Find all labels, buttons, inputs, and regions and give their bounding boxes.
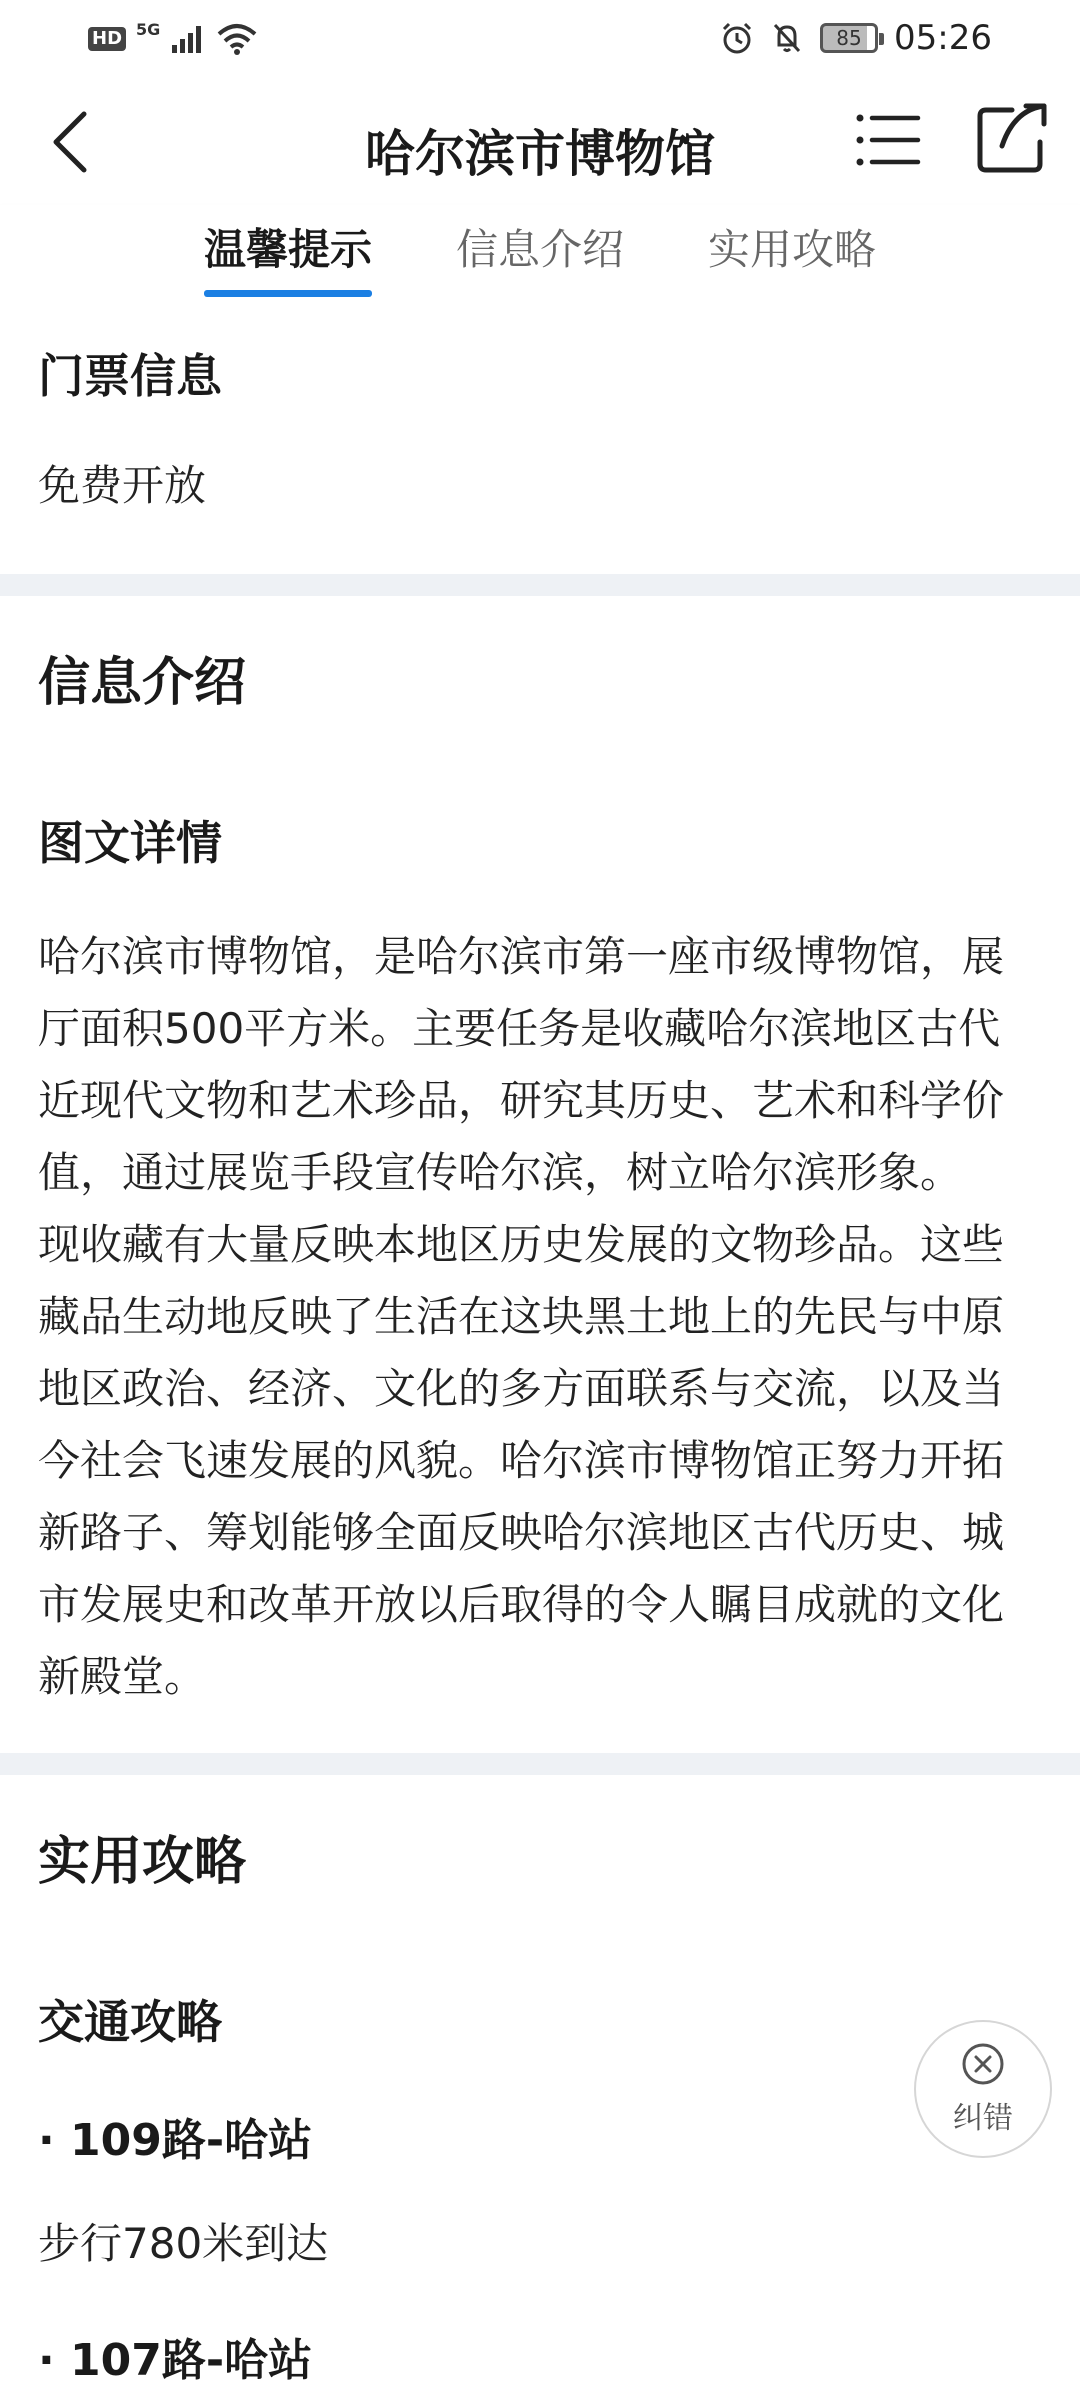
page-title: 哈尔滨市博物馆 xyxy=(365,125,715,183)
tab-info[interactable] xyxy=(456,217,624,297)
correction-button[interactable] xyxy=(914,2020,1052,2158)
ticket-heading: 门票信息 xyxy=(38,349,222,403)
tab-tips[interactable] xyxy=(204,217,372,297)
route-title: · 109路-哈站 xyxy=(38,2115,313,2166)
transport-heading: 交通攻略 xyxy=(38,1995,222,2049)
share-button[interactable] xyxy=(972,98,1052,178)
close-circle-icon xyxy=(960,2041,1006,2087)
guide-heading: 实用攻略 xyxy=(38,1832,247,1892)
correction-label: 纠错 xyxy=(953,2101,1013,2136)
tab-info-label: 信息介绍 xyxy=(456,225,625,274)
network-label: 5G xyxy=(136,19,161,39)
intro-paragraph-2: 现收藏有大量反映本地区历史发展的文物珍品。这些藏品生动地反映了生活在这块黑土地上的先民与中原地区政治、经济、文化的多方面联系与交流，以及当今社会飞速发展的风貌。哈尔滨市博物馆正努力开拓新路子、筹划能够全面反映哈尔滨地区古代历史、城市发展史和改革开放以后取得的令人瞩目成就的文化新殿堂。 xyxy=(38,1220,1005,1701)
tab-guide[interactable] xyxy=(708,217,876,297)
wifi-icon xyxy=(216,22,258,56)
section-divider xyxy=(0,574,1080,596)
signal-icon xyxy=(170,23,206,55)
route-title: · 107路-哈站 xyxy=(38,2335,313,2386)
status-right xyxy=(720,18,992,58)
section-divider xyxy=(0,1753,1080,1775)
ticket-section xyxy=(0,310,1080,574)
share-icon xyxy=(972,98,1052,178)
intro-heading: 信息介绍 xyxy=(38,653,247,713)
tab-bar xyxy=(0,205,1080,310)
mute-icon xyxy=(770,21,804,55)
list-menu-icon xyxy=(852,104,924,176)
ticket-text: 免费开放 xyxy=(38,461,207,510)
status-left xyxy=(88,19,258,56)
tab-active-indicator xyxy=(204,290,372,297)
status-bar xyxy=(0,0,1080,80)
menu-button[interactable] xyxy=(852,104,924,176)
tab-guide-label: 实用攻略 xyxy=(708,225,877,274)
intro-paragraph-1: 哈尔滨市博物馆，是哈尔滨市第一座市级博物馆，展厅面积500平方米。主要任务是收藏哈尔滨地区古代近现代文物和艺术珍品，研究其历史、艺术和科学价值，通过展览手段宣传哈尔滨，树立哈尔滨形象。 xyxy=(38,932,1005,1197)
tab-tips-label: 温馨提示 xyxy=(204,225,373,274)
route-detail: 步行780米到达 xyxy=(38,2219,329,2268)
alarm-icon xyxy=(720,21,754,55)
battery-indicator: 85 xyxy=(820,23,878,53)
intro-section xyxy=(0,596,1080,1753)
intro-sub-heading: 图文详情 xyxy=(38,816,222,870)
status-time: 05:26 xyxy=(894,18,992,58)
hd-icon: HD xyxy=(88,27,126,51)
